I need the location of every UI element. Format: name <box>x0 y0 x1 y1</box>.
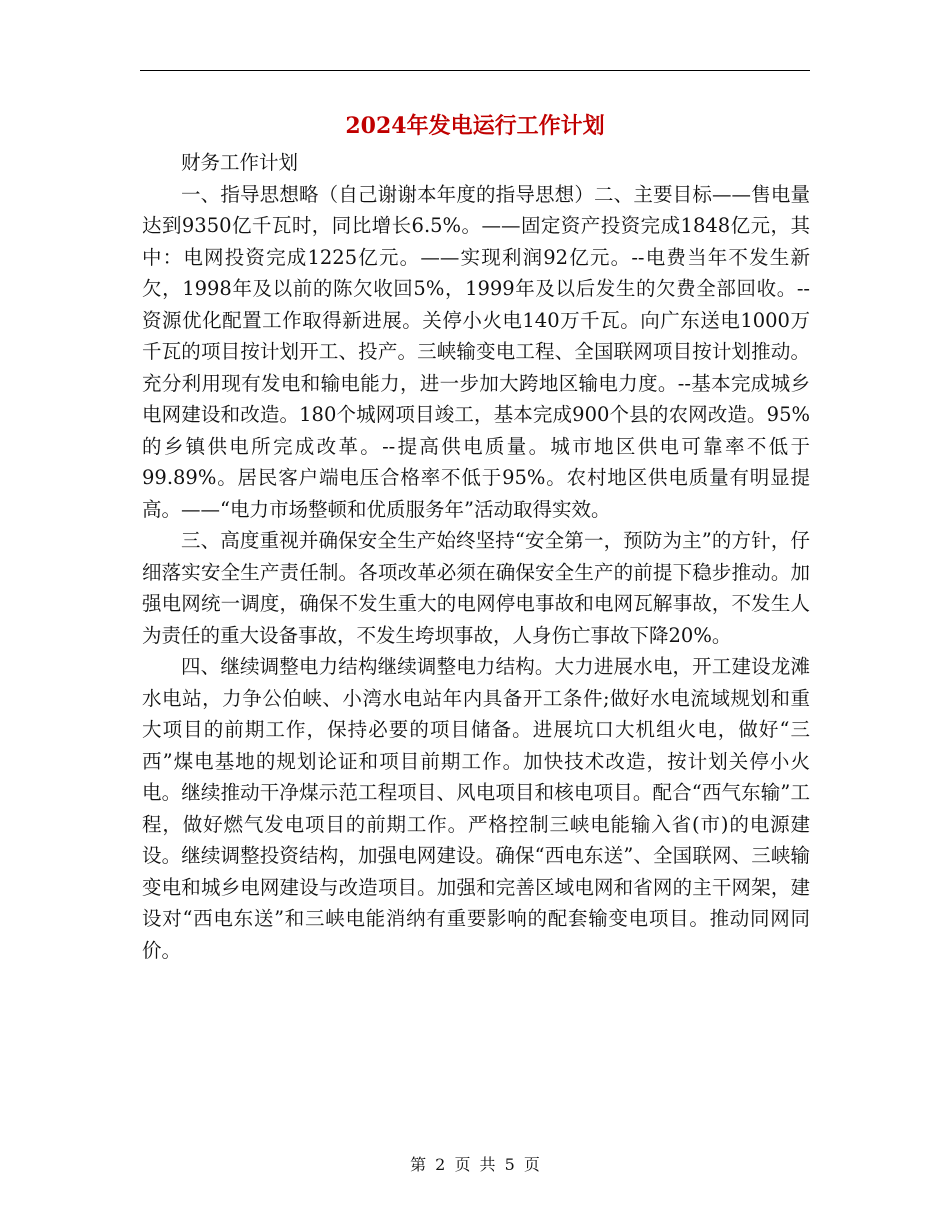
paragraph-guiding-ideas-and-goals: 一、指导思想略（自己谢谢本年度的指导思想）二、主要目标——售电量达到9350亿千瓦时，同比增长6.5%。——固定资产投资完成1848亿元，其中：电网投资完成1225亿元。——实现利润92亿元。--电费当年不发生新欠，1998年及以前的陈欠收回5%，1999年及以后发生的欠费全部回收。--资源优化配置工作取得新进展。关停小火电140万千瓦。向广东送电1000万千瓦的项目按计划开工、投产。三峡输变电工程、全国联网项目按计划推动。充分利用现有发电和输电能力，进一步加大跨地区输电力度。--基本完成城乡电网建设和改造。180个城网项目竣工，基本完成900个县的农网改造。95%的乡镇供电所完成改革。--提高供电质量。城市地区供电可靠率不低于99.89%。居民客户端电压合格率不低于95%。农村地区供电质量有明显提高。——“电力市场整顿和优质服务年”活动取得实效。 <box>142 182 810 521</box>
page-number-footer: 第 2 页 共 5 页 <box>410 1155 540 1174</box>
paragraph-safety-production: 三、高度重视并确保安全生产始终坚持“安全第一，预防为主”的方针，仔细落实安全生产责任制。各项改革必须在确保安全生产的前提下稳步推动。加强电网统一调度，确保不发生重大的电网停电事故和电网瓦解事故，不发生人为责任的重大设备事故，不发生垮坝事故，人身伤亡事故下降20%。 <box>142 529 810 647</box>
document-title: 2024年发电运行工作计划 <box>345 113 605 139</box>
section-heading-finance-plan: 财务工作计划 <box>181 151 299 174</box>
document-body <box>142 147 810 966</box>
header-rule <box>140 70 810 71</box>
paragraph-power-structure: 四、继续调整电力结构继续调整电力结构。大力进展水电，开工建设龙滩水电站，力争公伯峡、小湾水电站年内具备开工条件;做好水电流域规划和重大项目的前期工作，保持必要的项目储备。进展坑口大机组火电，做好“三西”煤电基地的规划论证和项目前期工作。加快技术改造，按计划关停小火电。继续推动干净煤示范工程项目、风电项目和核电项目。配合“西气东输”工程，做好燃气发电项目的前期工作。严格控制三峡电能输入省(市)的电源建设。继续调整投资结构，加强电网建设。确保“西电东送”、全国联网、三峡输变电和城乡电网建设与改造项目。加强和完善区域电网和省网的主干网架，建设对“西电东送”和三峡电能消纳有重要影响的配套输变电项目。推动同网同价。 <box>142 655 810 962</box>
